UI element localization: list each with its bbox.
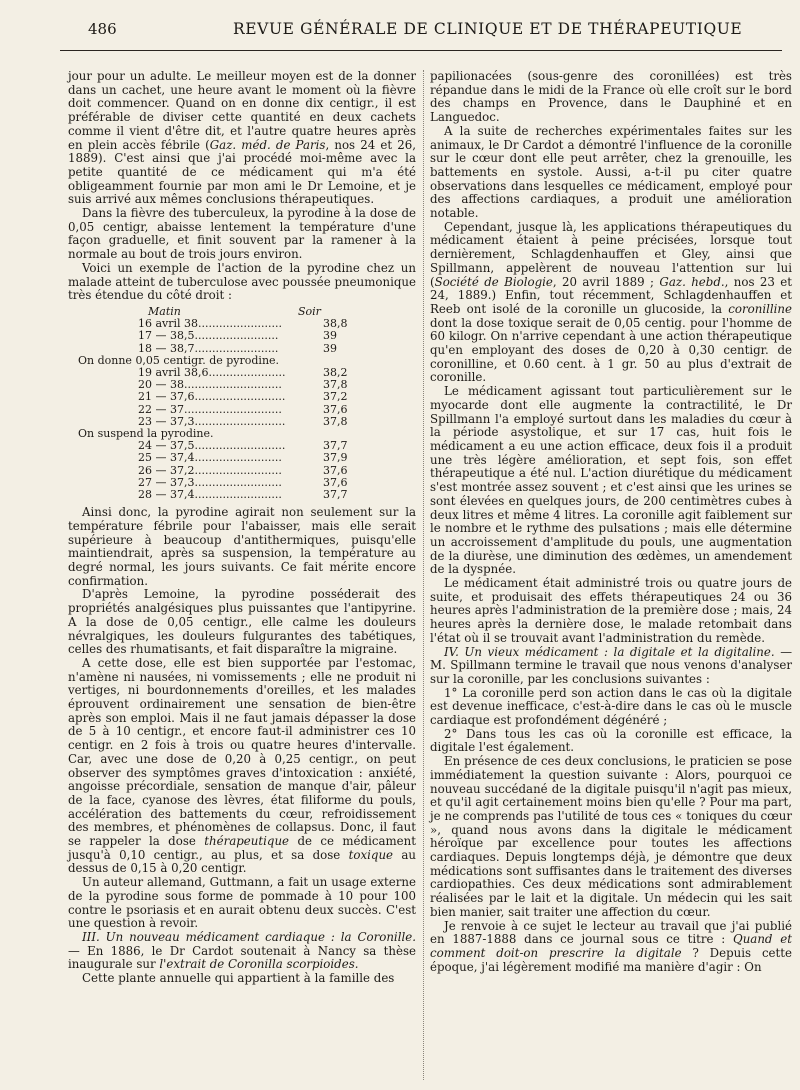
paragraph: A la suite de recherches expérimentales faites sur les animaux, le Dr Cardot a démontré l'influence de la coronille sur le cœur dont elle peut arrêter, chez la grenouille, les battements en systole. Aussi, a-t-il pu citer quatre observations dans lesquelles ce médicament, employé pour des affections cardiaques, a produit une amélioration notable.: [430, 123, 792, 221]
temperature-table: [68, 306, 416, 501]
paragraph: papilionacées (sous-genre des coronillées) est très répandue dans le midi de la France où elle croît sur le bord des champs en Provence, dans le Dauphiné et en Languedoc.: [430, 69, 792, 125]
paragraph: En présence de ces deux conclusions, le praticien se pose immédiatement la question suivante : Alors, pourquoi ce nouveau succédané de la digitale puisqu'il n'agit pas mieux, et qu'il agit certainement moins bien qu'elle ? Pour ma part, je ne comprends pas l'utilité de tous ces « toniques du cœur », quand nous avons dans la digitale le médicament héroïque par excellence pour toutes les affections cardiaques. Depuis longtemps déjà, je démontre que deux médications sont suffisantes dans le traitement des diverses cardiopathies. Ces deux médications sont admirablement réalisées par le lait et la digitale. Un médecin qui les sait bien manier, sait traiter une affection du cœur.: [430, 754, 792, 919]
table-row: 27 — 37,3......................... 37,6: [138, 475, 348, 489]
table-row: 26 — 37,2......................... 37,6: [138, 463, 348, 477]
paragraph: D'après Lemoine, la pyrodine posséderait des propriétés analgésiques plus puissantes que l'antipyrine. A la dose de 0,05 centigr., elle calme les douleurs névralgiques, les douleurs fulgurantes des tabétiques, celles des rhumatisants, et fait disparaître la migraine.: [68, 587, 416, 657]
paragraph: 2° Dans tous les cas où la coronille est efficace, la digitale l'est également.: [430, 726, 792, 755]
column-soir: Soir: [298, 304, 321, 318]
paragraph: Je renvoie à ce sujet le lecteur au travail que j'ai publié en 1887-1888 dans ce journal sous ce titre : Quand et comment doit-on prescrire la digitale ? Depuis cette époque, j'ai légèrement modifié ma manière d'agir : On: [430, 918, 792, 974]
table-row: 20 — 38............................ 37,8: [138, 378, 348, 392]
paragraph: A cette dose, elle est bien supportée par l'estomac, n'amène ni nausées, ni vomissements ; elle ne produit ni vertiges, ni bourdonnements d'oreilles, et les malades éprouvent ordinairement une sensation de bien-être après son emploi. Mais il ne faut jamais dépasser la dose de 5 à 10 centigr., et encore faut-il administrer ces 10 centigr. en 2 fois à trois ou quatre heures d'intervalle. Car, avec une dose de 0,20 à 0,25 centigr., on peut observer des symptômes graves d'intoxication : anxiété, angoisse précordiale, sensation de manque d'air, pâleur de la face, cyanose des lèvres, état filiforme du pouls, accélération des battements du cœur, refroidissement des membres, et phénomènes de collapsus. Donc, il faut se rappeler la dose thérapeutique de ce médicament jusqu'à 0,10 centigr., au plus, et sa dose toxique au dessus de 0,15 à 0,20 centigr.: [68, 655, 416, 876]
page-number: 486: [88, 20, 117, 38]
table-row: 25 — 37,4......................... 37,9: [138, 451, 348, 465]
table-row: 22 — 37............................ 37,6: [138, 402, 348, 416]
paragraph: Cette plante annuelle qui appartient à la famille des: [82, 971, 395, 986]
paragraph: Un auteur allemand, Guttmann, a fait un usage externe de la pyrodine sous forme de pommade à 10 pour 100 contre le psoriasis et en aurait obtenu deux succès. C'est une question à revoir.: [68, 875, 416, 931]
right-column: [430, 70, 792, 974]
paragraph: Dans la fièvre des tuberculeux, la pyrodine à la dose de 0,05 centigr, abaisse lentement la température d'une façon graduelle, et finit souvent par la ramener à la normale au bout de trois jours environ.: [68, 206, 416, 262]
table-row: 17 — 38,5........................ 39: [138, 329, 337, 343]
table-header: [68, 306, 416, 318]
paragraph: 1° La coronille perd son action dans le cas où la digitale est devenue inefficace, c'est-à-dire dans le cas où le muscle cardiaque est profondément dégénéré ;: [430, 685, 792, 728]
paragraph: Le médicament agissant tout particulièrement sur le myocarde dont elle augmente la contractilité, le Dr Spillmann l'a employé surtout dans les maladies du cœur à la période asystolique, et sur 17 cas, huit fois le médicament a eu une action efficace, deux fois il a produit une très légère amélioration, et sept fois, son effet thérapeutique a été nul. L'action diurétique du médicament s'est montrée assez souvent ; et c'est ainsi que les urines se sont élevées en quelques jours, de 200 centimètres cubes à deux litres et même 4 litres. La coronille agit faiblement sur le nombre et le rythme des pulsations ; mais elle détermine un accroissement d'amplitude du pouls, une augmentation de la diurèse, une diminution des œdèmes, un amendement de la dyspnée.: [430, 384, 792, 577]
paragraph: jour pour un adulte. Le meilleur moyen est de la donner dans un cachet, une heure avant le moment où la fièvre doit commencer. Quand on en donne dix centigr., il est préférable de diviser cette quantité en deux cachets comme il vient d'être dit, et l'autre quatre heures après en plein accès fébrile (Gaz. méd. de Paris, nos 24 et 26, 1889). C'est ainsi que j'ai procédé moi-même avec la petite quantité de ce médicament qui m'a été obligeamment fournie par mon ami le Dr Lemoine, et je suis arrivé aux mêmes conclusions thérapeutiques.: [68, 69, 416, 207]
table-row: 23 — 37,3.......................... 37,8: [138, 414, 348, 428]
paragraph: Voici un exemple de l'action de la pyrodine chez un malade atteint de tuberculose avec poussée pneumonique très étendue du côté droit :: [68, 260, 416, 303]
table-note: On donne 0,05 centigr. de pyrodine.: [78, 353, 280, 367]
paragraph: Cependant, jusque là, les applications thérapeutiques du médicament étaient à peine précisées, lorsque tout dernièrement, Schlagdenhauffen et Gley, ainsi que Spillmann, appelèrent de nouveau l'attention sur lui (Société de Biologie, 20 avril 1889 ; Gaz. hebd., nos 23 et 24, 1889.) Enfin, tout récemment, Schlagdenhauffen et Reeb ont isolé de la coronille un glucoside, la coronilline dont la dose toxique serait de 0,05 centig. pour l'homme de 60 kilogr. On n'arrive cependant à une action thérapeutique qu'en employant des doses de 0,20 à 0,30 centigr. de coronilline, et 0.60 cent. à 1 gr. 50 au plus d'extrait de coronille.: [430, 219, 792, 385]
table-row: 16 avril 38........................ 38,8: [138, 317, 348, 331]
table-row: 21 — 37,6.......................... 37,2: [138, 390, 348, 404]
table-row: 18 — 38,7........................ 39: [138, 341, 337, 355]
column-matin: Matin: [148, 304, 181, 318]
paragraph: Le médicament était administré trois ou quatre jours de suite, et produisait des effets thérapeutiques 24 ou 36 heures après l'administration de la première dose ; mais, 24 heures après la dernière dose, le malade retombait dans l'état où il se trouvait avant l'administration du remède.: [430, 576, 792, 645]
header-rule: [60, 50, 782, 51]
paragraph: Ainsi donc, la pyrodine agirait non seulement sur la température fébrile pour l'abaisser, mais elle serait supérieure à beaucoup d'antithermiques, puisqu'elle maintiendrait, après sa suspension, la température au degré normal, les jours suivants. Ce fait mérite encore confirmation.: [68, 505, 416, 588]
table-note: On suspend la pyrodine.: [78, 426, 214, 440]
table-row: 19 avril 38,6...................... 38,2: [138, 365, 348, 379]
column-divider: [423, 70, 424, 1080]
running-title: REVUE GÉNÉRALE DE CLINIQUE ET DE THÉRAPEUTIQUE: [233, 20, 743, 38]
table-row: 24 — 37,5.......................... 37,7: [138, 439, 348, 453]
section-heading: IV. Un vieux médicament : la digitale et la digitaline. — M. Spillmann termine le travail que nous venons d'analyser sur la coronille, par les conclusions suivantes :: [430, 644, 793, 686]
left-column: [68, 70, 416, 986]
table-row: 28 — 37,4......................... 37,7: [138, 488, 348, 501]
section-heading: III. Un nouveau médicament cardiaque : la Coronille. — En 1886, le Dr Cardot soutenait à Nancy sa thèse inaugurale sur l'extrait de Coronilla scorpioides.: [68, 930, 416, 972]
page-header: [88, 20, 788, 42]
